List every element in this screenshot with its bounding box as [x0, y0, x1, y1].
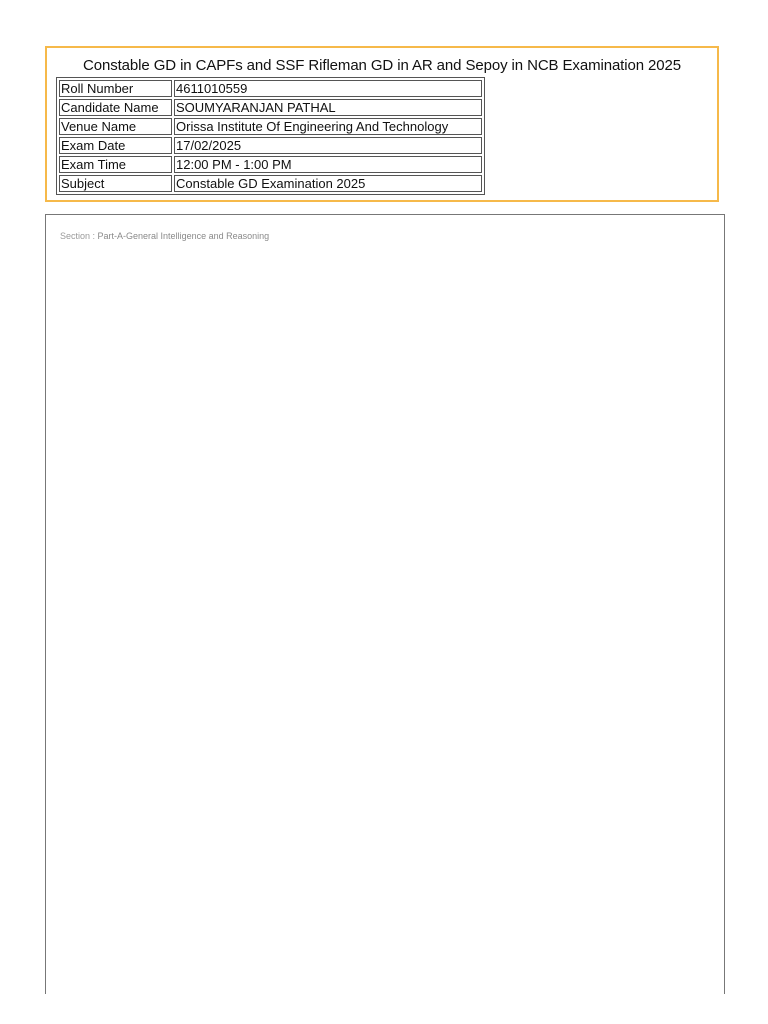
table-row	[59, 80, 482, 97]
venue-name-label: Venue Name	[59, 118, 172, 135]
table-row	[59, 137, 482, 154]
candidate-name-label: Candidate Name	[59, 99, 172, 116]
table-row	[59, 118, 482, 135]
subject-label: Subject	[59, 175, 172, 192]
section-heading	[60, 231, 269, 241]
exam-date-value: 17/02/2025	[174, 137, 482, 154]
exam-title: Constable GD in CAPFs and SSF Rifleman GD in AR and Sepoy in NCB Examination 2025	[82, 57, 682, 74]
candidate-info-table	[56, 77, 485, 195]
table-row	[59, 175, 482, 192]
roll-number-value: 4611010559	[174, 80, 482, 97]
subject-value: Constable GD Examination 2025	[174, 175, 482, 192]
table-row	[59, 99, 482, 116]
venue-name-value: Orissa Institute Of Engineering And Technology	[174, 118, 482, 135]
candidate-name-value: SOUMYARANJAN PATHAL	[174, 99, 482, 116]
exam-date-label: Exam Date	[59, 137, 172, 154]
table-row	[59, 156, 482, 173]
question-panel	[45, 214, 725, 994]
section-prefix: Section :	[60, 231, 98, 241]
roll-number-label: Roll Number	[59, 80, 172, 97]
exam-time-label: Exam Time	[59, 156, 172, 173]
exam-time-value: 12:00 PM - 1:00 PM	[174, 156, 482, 173]
exam-header-box	[45, 46, 719, 202]
section-name: Part-A-General Intelligence and Reasoning	[97, 231, 270, 241]
